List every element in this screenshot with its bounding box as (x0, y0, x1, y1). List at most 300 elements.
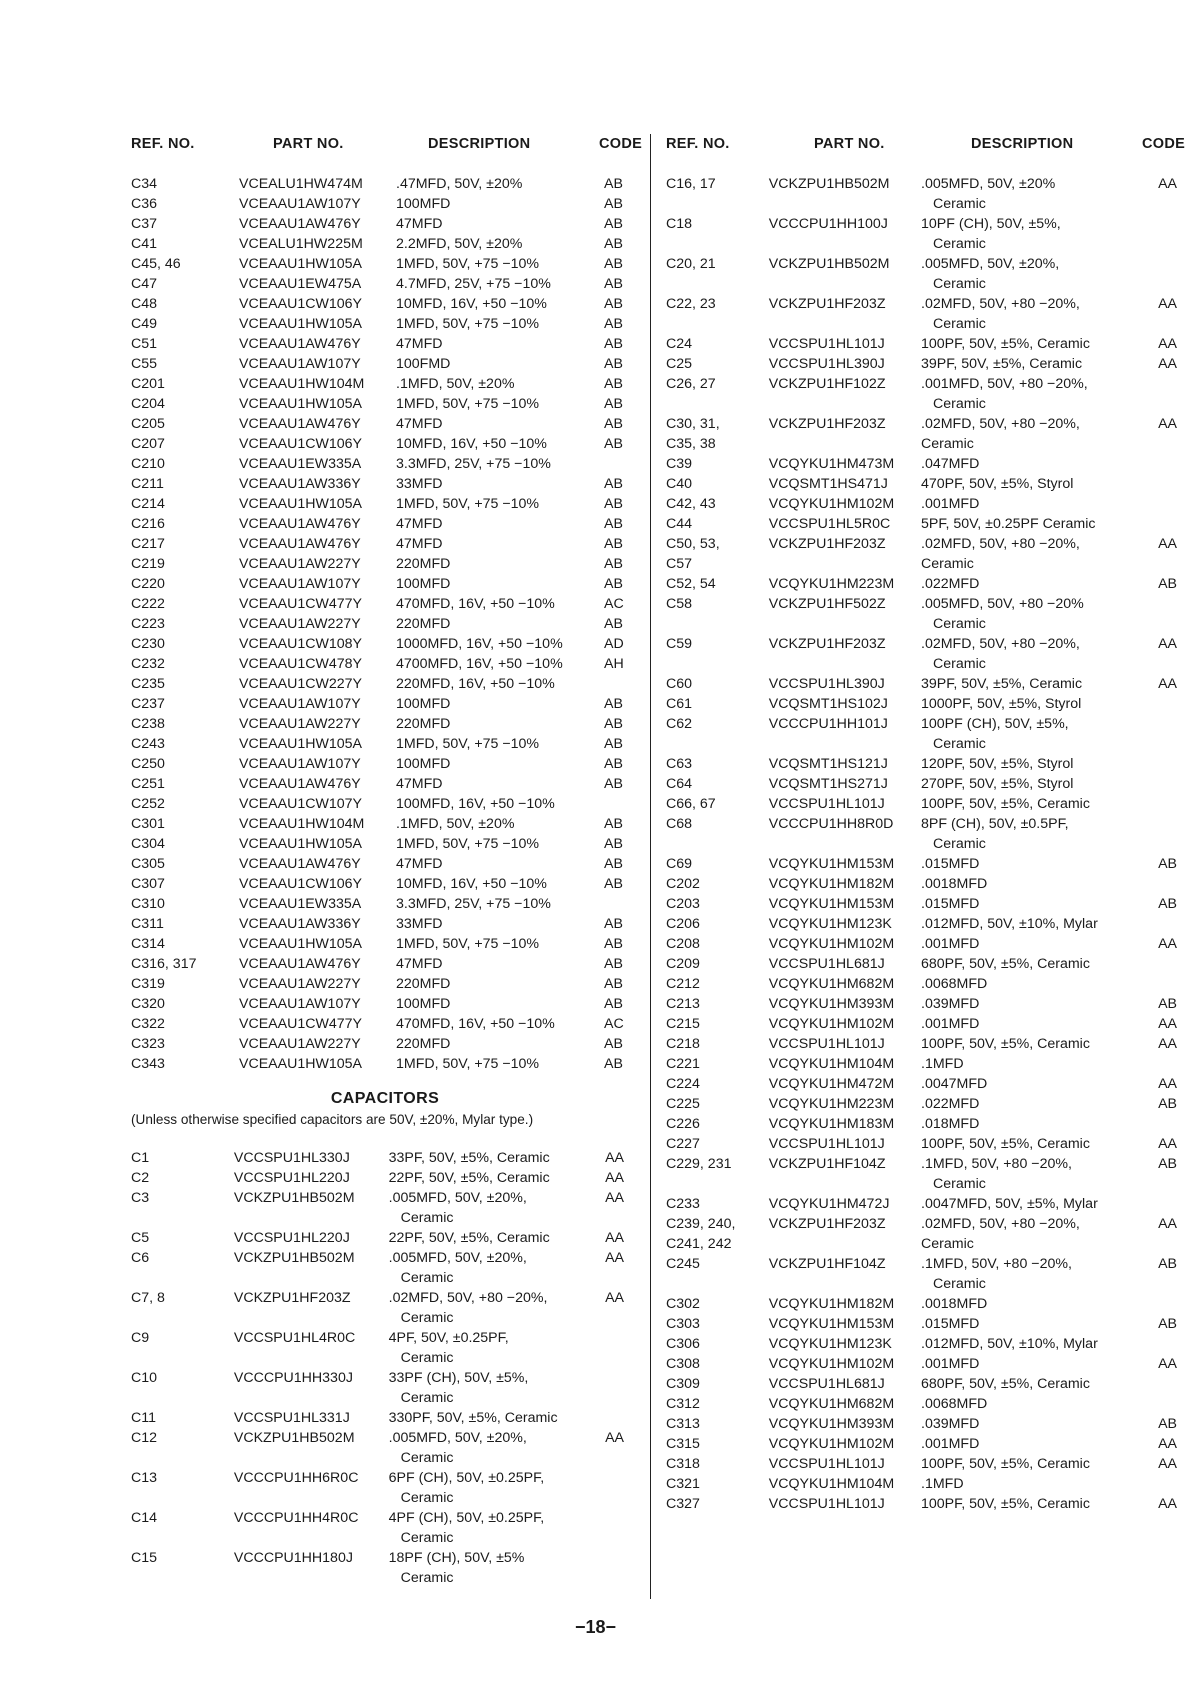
cell-code: AB (1158, 856, 1177, 872)
cell-ref: C235 (131, 676, 165, 692)
cell-desc: .1MFD, 50V, ±20% (396, 376, 515, 392)
cell-ref: C9 (131, 1330, 150, 1346)
cell-part: VCEAAU1AW476Y (239, 956, 361, 972)
cell-code (1137, 954, 1191, 974)
cell-part: VCCCPU1HH180J (233, 1550, 353, 1566)
cell-desc: 100PF, 50V, ±5%, Ceramic (921, 1036, 1090, 1052)
table-row (131, 1568, 639, 1588)
cell-ref: C318 (666, 1456, 700, 1472)
cell-part: VCEAAU1CW106Y (239, 296, 363, 312)
cell-desc: Ceramic (400, 1450, 454, 1466)
cell-ref (666, 1174, 769, 1194)
cell-desc: 100MFD (396, 756, 451, 772)
cell-desc: 1MFD, 50V, +75 −10% (396, 1056, 540, 1072)
cell-code: AB (604, 236, 623, 252)
cell-ref: C225 (666, 1096, 700, 1112)
cell-code: AB (604, 856, 623, 872)
cell-ref: C207 (131, 436, 165, 452)
cell-code (1137, 794, 1191, 814)
cell-ref: C343 (131, 1056, 165, 1072)
cell-part: VCCSPU1HL101J (768, 796, 885, 812)
cell-part: VCEAAU1AW336Y (239, 476, 361, 492)
table-row (131, 934, 639, 954)
cell-desc: 680PF, 50V, ±5%, Ceramic (921, 1376, 1090, 1392)
cell-part: VCEAAU1AW107Y (239, 696, 361, 712)
cell-desc: 18PF (CH), 50V, ±5% (388, 1550, 525, 1566)
cell-code (1137, 194, 1191, 214)
cell-part (234, 1308, 389, 1328)
cell-part: VCKZPU1HF104Z (768, 1256, 886, 1272)
table-row (666, 214, 1191, 234)
cell-part: VCEAAU1AW227Y (239, 1036, 361, 1052)
cell-code: AC (604, 596, 624, 612)
cell-ref: C214 (131, 496, 165, 512)
cell-ref: C16, 17 (666, 176, 716, 192)
cell-ref: C68 (666, 816, 693, 832)
cell-code (1137, 974, 1191, 994)
cell-desc: Ceramic (400, 1310, 454, 1326)
cell-code: AB (604, 256, 623, 272)
cell-part: VCKZPU1HB502M (768, 256, 890, 272)
table-row (666, 1414, 1191, 1434)
table-row (666, 514, 1191, 534)
cell-part (769, 234, 921, 254)
cell-desc: Ceramic (400, 1210, 454, 1226)
cell-part (234, 1348, 389, 1368)
cell-ref: C57 (666, 556, 693, 572)
cell-code: AB (604, 356, 623, 372)
cell-desc: .005MFD, 50V, ±20%, (921, 256, 1060, 272)
cell-ref: C6 (131, 1250, 150, 1266)
cell-code: AB (1158, 1316, 1177, 1332)
cell-desc: 33PF (CH), 50V, ±5%, (388, 1370, 529, 1386)
cell-part: VCEAAU1EW335A (239, 896, 362, 912)
table-row (131, 1528, 639, 1548)
cell-ref: C327 (666, 1496, 700, 1512)
header-code: CODE (1142, 136, 1186, 152)
cell-ref: C208 (666, 936, 700, 952)
table-row (131, 414, 639, 434)
cell-desc: 8PF (CH), 50V, ±0.5PF, (921, 816, 1069, 832)
table-row (666, 1314, 1191, 1334)
cell-code (1137, 874, 1191, 894)
table-row (666, 674, 1191, 694)
cell-desc: 470MFD, 16V, +50 −10% (396, 1016, 555, 1032)
cell-part: VCQYKU1HM102M (768, 936, 895, 952)
cell-code: AB (604, 936, 623, 952)
cell-code: AB (604, 996, 623, 1012)
cell-code: AB (1158, 1096, 1177, 1112)
cell-part: VCCSPU1HL681J (768, 956, 885, 972)
cell-desc: 47MFD (396, 956, 443, 972)
cell-part (769, 1234, 921, 1254)
cell-desc: .001MFD (921, 1016, 980, 1032)
cell-part: VCCSPU1HL101J (768, 1136, 885, 1152)
cell-desc: 47MFD (396, 216, 443, 232)
cell-part: VCCCPU1HH330J (233, 1370, 353, 1386)
cell-desc: .1MFD, 50V, ±20% (396, 816, 515, 832)
cell-ref: C323 (131, 1036, 165, 1052)
cell-desc: 470MFD, 16V, +50 −10% (396, 596, 555, 612)
cell-code (605, 1488, 639, 1508)
cell-ref: C13 (131, 1470, 158, 1486)
table-row (131, 294, 639, 314)
table-row (666, 874, 1191, 894)
cell-ref (666, 314, 769, 334)
table-row (131, 594, 639, 614)
cell-code (605, 1388, 639, 1408)
cell-desc: Ceramic (933, 656, 986, 672)
cell-desc: 10MFD, 16V, +50 −10% (396, 296, 547, 312)
cell-code: AA (1158, 1076, 1177, 1092)
table-row (131, 1448, 639, 1468)
cell-part: VCQYKU1HM473M (768, 456, 895, 472)
table-row (666, 1454, 1191, 1474)
cell-desc: 10MFD, 16V, +50 −10% (396, 876, 547, 892)
cell-desc: .047MFD (921, 456, 980, 472)
cell-code (1137, 314, 1191, 334)
cell-desc: 100MFD (396, 576, 451, 592)
cell-desc: .012MFD, 50V, ±10%, Mylar (921, 916, 1098, 932)
table-row (131, 634, 639, 654)
cell-part: VCEAAU1CW477Y (239, 1016, 363, 1032)
table-row (666, 994, 1191, 1014)
cell-desc: 47MFD (396, 536, 443, 552)
table-row (131, 1188, 639, 1208)
table-row (666, 954, 1191, 974)
cell-ref: C229, 231 (666, 1156, 732, 1172)
cell-ref: C303 (666, 1316, 700, 1332)
cell-ref: C203 (666, 896, 700, 912)
cell-desc: 1MFD, 50V, +75 −10% (396, 736, 540, 752)
cell-part: VCQYKU1HM472J (768, 1196, 890, 1212)
cell-ref: C47 (131, 276, 158, 292)
cell-desc: 2.2MFD, 50V, ±20% (396, 236, 523, 252)
cell-code (1137, 654, 1191, 674)
electrolytic-capacitor-table (131, 174, 639, 1074)
cell-code (1137, 474, 1191, 494)
cell-desc: 4PF, 50V, ±0.25PF, (388, 1330, 509, 1346)
cell-desc: 6PF (CH), 50V, ±0.25PF, (388, 1470, 545, 1486)
cell-code: AB (604, 176, 623, 192)
cell-part: VCEAAU1AW107Y (239, 576, 361, 592)
cell-desc: 100PF, 50V, ±5%, Ceramic (921, 1496, 1090, 1512)
cell-ref: C238 (131, 716, 165, 732)
table-row (666, 594, 1191, 614)
cell-ref: C1 (131, 1150, 150, 1166)
table-row (131, 734, 639, 754)
cell-ref: C11 (131, 1410, 156, 1426)
table-row (131, 1014, 639, 1034)
cell-desc: 100PF, 50V, ±5%, Ceramic (921, 1136, 1090, 1152)
cell-desc: .1MFD (921, 1056, 964, 1072)
cell-ref: C211 (131, 476, 164, 492)
table-row (666, 174, 1191, 194)
cell-part: VCQYKU1HM223M (768, 576, 895, 592)
cell-part: VCCSPU1HL330J (233, 1150, 350, 1166)
table-row (131, 1488, 639, 1508)
table-row (666, 614, 1191, 634)
cell-code (604, 794, 639, 814)
capacitors-section-note: (Unless otherwise specified capacitors are 50V, ±20%, Mylar type.) (131, 1112, 534, 1127)
cell-desc: .0068MFD (921, 976, 988, 992)
cell-desc: 100PF (CH), 50V, ±5%, (921, 716, 1069, 732)
cell-code (1137, 914, 1191, 934)
cell-code (1137, 734, 1191, 754)
cell-code (605, 1448, 639, 1468)
cell-ref: C44 (666, 516, 693, 532)
cell-desc: 47MFD (396, 516, 443, 532)
cell-part: VCEALU1HW474M (239, 176, 363, 192)
table-row (666, 194, 1191, 214)
cell-code (1137, 1294, 1191, 1314)
table-row (131, 334, 639, 354)
table-row (131, 614, 639, 634)
cell-ref: C59 (666, 636, 693, 652)
table-row (131, 1168, 639, 1188)
header-description: DESCRIPTION (428, 136, 531, 152)
cell-code (1137, 234, 1191, 254)
cell-code: AB (604, 296, 623, 312)
cell-ref: C243 (131, 736, 165, 752)
cell-ref: C50, 53, (666, 536, 720, 552)
cell-code: AB (604, 836, 623, 852)
cell-desc: 47MFD (396, 776, 443, 792)
table-row (666, 1214, 1191, 1234)
cell-desc: .012MFD, 50V, ±10%, Mylar (921, 1336, 1098, 1352)
cell-part (234, 1448, 389, 1468)
cell-part: VCEAAU1AW107Y (239, 196, 361, 212)
cell-ref: C3 (131, 1190, 150, 1206)
cell-code (604, 894, 639, 914)
cell-desc: .022MFD (921, 576, 980, 592)
cell-desc: 120PF, 50V, ±5%, Styrol (921, 756, 1074, 772)
cell-ref: C311 (131, 916, 164, 932)
cell-part: VCKZPU1HB502M (233, 1430, 355, 1446)
cell-desc: 100MFD, 16V, +50 −10% (396, 796, 555, 812)
cell-ref: C223 (131, 616, 165, 632)
cell-part: VCKZPU1HF203Z (768, 636, 886, 652)
table-row (131, 834, 639, 854)
cell-part: VCEAAU1EW335A (239, 456, 362, 472)
cell-code (1137, 1054, 1191, 1074)
cell-part: VCQYKU1HM102M (768, 1356, 895, 1372)
table-row (666, 1274, 1191, 1294)
cell-ref: C210 (131, 456, 165, 472)
cell-code (1137, 514, 1191, 534)
cell-desc: Ceramic (933, 1276, 986, 1292)
cell-desc: Ceramic (400, 1350, 454, 1366)
cell-ref: C245 (666, 1256, 700, 1272)
cell-part: VCCSPU1HL331J (233, 1410, 350, 1426)
cell-code: AH (604, 656, 624, 672)
header-code: CODE (599, 136, 643, 152)
table-row (131, 774, 639, 794)
cell-part: VCEAAU1CW477Y (239, 596, 363, 612)
table-row (131, 1034, 639, 1054)
table-row (131, 1288, 639, 1308)
cell-code (605, 1368, 639, 1388)
cell-code: AA (1158, 356, 1177, 372)
table-row (131, 574, 639, 594)
cell-code (605, 1468, 639, 1488)
cell-code: AA (605, 1250, 625, 1266)
cell-part: VCEAAU1CW106Y (239, 436, 363, 452)
cell-code: AA (1158, 1496, 1177, 1512)
cell-ref: C233 (666, 1196, 700, 1212)
cell-part: VCEAAU1AW476Y (239, 856, 361, 872)
table-row (666, 1134, 1191, 1154)
cell-code: AB (1158, 896, 1177, 912)
cell-code (1137, 1274, 1191, 1294)
cell-desc: .015MFD (921, 1316, 980, 1332)
cell-desc: 33PF, 50V, ±5%, Ceramic (388, 1150, 550, 1166)
cell-part: VCEAAU1AW227Y (239, 976, 361, 992)
cell-ref: C55 (131, 356, 158, 372)
cell-desc: 220MFD (396, 976, 451, 992)
cell-part: VCEAAU1CW108Y (239, 636, 363, 652)
cell-ref (666, 234, 769, 254)
cell-code: AA (605, 1190, 625, 1206)
cell-ref: C209 (666, 956, 700, 972)
cell-desc: .001MFD (921, 1356, 980, 1372)
cell-ref: C308 (666, 1356, 700, 1372)
left-column (131, 132, 643, 1588)
cell-ref: C250 (131, 756, 165, 772)
cell-part: VCCCPU1HH100J (768, 216, 888, 232)
table-row (666, 254, 1191, 274)
cell-ref (666, 734, 769, 754)
cell-ref: C10 (131, 1370, 158, 1386)
cell-part: VCCSPU1HL220J (233, 1230, 350, 1246)
cell-ref: C321 (666, 1476, 700, 1492)
table-row (666, 834, 1191, 854)
cell-desc: Ceramic (933, 316, 986, 332)
table-row (666, 914, 1191, 934)
table-row (131, 1308, 639, 1328)
cell-desc: 4PF (CH), 50V, ±0.25PF, (388, 1510, 545, 1526)
cell-code (605, 1408, 639, 1428)
table-row (666, 1234, 1191, 1254)
table-row (131, 174, 639, 194)
cell-code: AA (1158, 536, 1177, 552)
cell-ref (131, 1448, 234, 1468)
cell-ref: C37 (131, 216, 158, 232)
cell-ref: C34 (131, 176, 158, 192)
cell-ref: C64 (666, 776, 693, 792)
cell-code: AA (1158, 1016, 1177, 1032)
cell-code: AA (1158, 676, 1177, 692)
cell-code: AB (604, 716, 623, 732)
cell-desc: .47MFD, 50V, ±20% (396, 176, 523, 192)
cell-ref: C36 (131, 196, 158, 212)
cell-part: VCCCPU1HH8R0D (768, 816, 894, 832)
cell-ref: C227 (666, 1136, 700, 1152)
cell-desc: .005MFD, 50V, ±20% (921, 176, 1056, 192)
cell-code (1137, 774, 1191, 794)
cell-desc: Ceramic (933, 836, 986, 852)
table-row (131, 1548, 639, 1568)
cell-code (1137, 834, 1191, 854)
cell-ref: C48 (131, 296, 158, 312)
table-row (131, 1228, 639, 1248)
table-row (666, 394, 1191, 414)
cell-desc: 33MFD (396, 476, 443, 492)
cell-desc: .005MFD, 50V, +80 −20% (921, 596, 1084, 612)
cell-code: AA (1158, 336, 1177, 352)
table-row (666, 1434, 1191, 1454)
cell-ref: C237 (131, 696, 165, 712)
header-ref-no: REF. NO. (131, 136, 195, 152)
cell-desc: .005MFD, 50V, ±20%, (388, 1250, 527, 1266)
cell-ref: C314 (131, 936, 165, 952)
cell-code (604, 674, 639, 694)
cell-code (1137, 494, 1191, 514)
cell-code (1137, 394, 1191, 414)
cell-ref: C51 (131, 336, 158, 352)
cell-ref (666, 834, 769, 854)
cell-ref (131, 1208, 234, 1228)
cell-desc: 10PF (CH), 50V, ±5%, (921, 216, 1061, 232)
table-row (131, 314, 639, 334)
cell-code (1137, 814, 1191, 834)
cell-code: AB (604, 916, 623, 932)
cell-part: VCKZPU1HF203Z (768, 536, 886, 552)
cell-part (769, 434, 921, 454)
cell-desc: .005MFD, 50V, ±20%, (388, 1190, 527, 1206)
cell-code: AA (1158, 176, 1177, 192)
cell-ref: C205 (131, 416, 165, 432)
cell-ref: C320 (131, 996, 165, 1012)
cell-code: AB (1158, 1256, 1177, 1272)
cell-ref (666, 1274, 769, 1294)
cell-part: VCQYKU1HM223M (768, 1096, 895, 1112)
cell-desc: Ceramic (933, 276, 986, 292)
cell-code: AC (604, 1016, 624, 1032)
cell-part: VCCSPU1HL390J (768, 676, 885, 692)
cell-part: VCQYKU1HM682M (768, 976, 895, 992)
cell-desc: .0018MFD (921, 876, 988, 892)
cell-desc: 100MFD (396, 196, 451, 212)
cell-ref: C201 (131, 376, 165, 392)
cell-code (605, 1308, 639, 1328)
cell-part: VCCCPU1HH4R0C (233, 1510, 359, 1526)
table-row (131, 754, 639, 774)
cell-desc: .018MFD (921, 1116, 980, 1132)
table-row (666, 334, 1191, 354)
cell-desc: Ceramic (921, 556, 974, 572)
cell-ref: C52, 54 (666, 576, 716, 592)
cell-desc: .1MFD, 50V, +80 −20%, (921, 1256, 1072, 1272)
cell-part: VCEAAU1EW475A (239, 276, 362, 292)
cell-desc: 39PF, 50V, ±5%, Ceramic (921, 356, 1083, 372)
cell-part (234, 1268, 389, 1288)
cell-desc: .039MFD (921, 1416, 980, 1432)
cell-part: VCEAAU1AW476Y (239, 516, 361, 532)
cell-part (769, 834, 921, 854)
table-row (131, 1468, 639, 1488)
table-row (131, 1208, 639, 1228)
cell-code: AB (604, 576, 623, 592)
cell-desc: 1MFD, 50V, +75 −10% (396, 836, 540, 852)
cell-desc: 100MFD (396, 996, 451, 1012)
cell-desc: .039MFD (921, 996, 980, 1012)
cell-part: VCQYKU1HM153M (768, 896, 895, 912)
cell-ref: C301 (131, 816, 165, 832)
cell-part: VCEAAU1HW105A (239, 496, 363, 512)
cell-part: VCQYKU1HM102M (768, 1436, 895, 1452)
cell-part: VCCSPU1HL220J (233, 1170, 350, 1186)
